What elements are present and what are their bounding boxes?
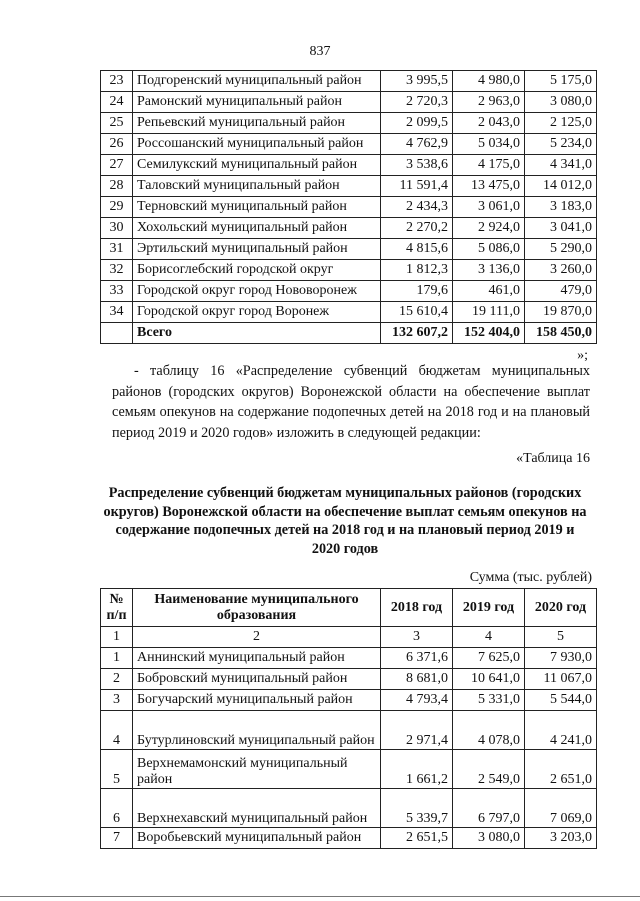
table-cell: 24	[101, 92, 133, 113]
table-cell: 3 061,0	[453, 197, 525, 218]
table-cell: 2 924,0	[453, 218, 525, 239]
col-number-3: 3	[381, 627, 453, 648]
amendment-paragraph: - таблицу 16 «Распределение субвенций бюджетам муниципальных районов (городских округов) Воронежской области на обеспечение выплат семьям опекунов на содержание подопечных детей на 2018 год и на плановый период 2019 и 2020 годов» изложить в следующей редакции:	[112, 363, 590, 441]
table-cell: 1 661,2	[381, 750, 453, 789]
table-cell: 4	[101, 711, 133, 750]
table-cell: Верхнехавский муниципальный район	[133, 789, 381, 828]
table-cell: Терновский муниципальный район	[133, 197, 381, 218]
table-row	[101, 711, 597, 750]
table-cell: 5 034,0	[453, 134, 525, 155]
table-cell: 2 270,2	[381, 218, 453, 239]
total-label: Всего	[133, 323, 381, 344]
table-cell: 31	[101, 239, 133, 260]
table-row	[101, 155, 597, 176]
table-cell: 5	[101, 750, 133, 789]
table-cell: 7	[101, 828, 133, 849]
col-number-2: 2	[133, 627, 381, 648]
table-cell: 5 339,7	[381, 789, 453, 828]
table-cell: 2 549,0	[453, 750, 525, 789]
table-row	[101, 92, 597, 113]
table-cell: 6 371,6	[381, 648, 453, 669]
header-2018: 2018 год	[381, 589, 453, 627]
table-row	[101, 648, 597, 669]
table-cell: 3 080,0	[525, 92, 597, 113]
table-cell: 1	[101, 648, 133, 669]
table-cell: 7 069,0	[525, 789, 597, 828]
table-cell: 3 203,0	[525, 828, 597, 849]
table-cell: 4 175,0	[453, 155, 525, 176]
table-cell: 5 234,0	[525, 134, 597, 155]
unit-label: Сумма (тыс. рублей)	[469, 570, 592, 585]
table-cell: 19 111,0	[453, 302, 525, 323]
col-number-5: 5	[525, 627, 597, 648]
table-cell: 2	[101, 669, 133, 690]
table-row	[101, 239, 597, 260]
table-label: «Таблица 16	[516, 451, 590, 466]
table-cell: 13 475,0	[453, 176, 525, 197]
table-cell: 7 930,0	[525, 648, 597, 669]
page-number: 837	[309, 44, 331, 59]
table-cell: 2 099,5	[381, 113, 453, 134]
table-cell: 4 762,9	[381, 134, 453, 155]
table-cell: 23	[101, 71, 133, 92]
table-row	[101, 113, 597, 134]
total-cell: 132 607,2	[381, 323, 453, 344]
table-cell: Борисоглебский городской округ	[133, 260, 381, 281]
table-cell: Богучарский муниципальный район	[133, 690, 381, 711]
table-row	[101, 690, 597, 711]
closing-quote: »;	[577, 348, 588, 363]
table-row	[101, 218, 597, 239]
table-cell: Городской округ город Воронеж	[133, 302, 381, 323]
table-cell: 2 651,5	[381, 828, 453, 849]
table-cell: 19 870,0	[525, 302, 597, 323]
table-cell: 27	[101, 155, 133, 176]
table-cell: 28	[101, 176, 133, 197]
table-cell: Подгоренский муниципальный район	[133, 71, 381, 92]
table-row	[101, 669, 597, 690]
table-cell: 4 078,0	[453, 711, 525, 750]
table-cell: 2 043,0	[453, 113, 525, 134]
table-cell: 2 125,0	[525, 113, 597, 134]
table-cell: Хохольский муниципальный район	[133, 218, 381, 239]
table-cell: 4 980,0	[453, 71, 525, 92]
table-row	[101, 750, 597, 789]
table-cell: Бутурлиновский муниципальный район	[133, 711, 381, 750]
table-16	[100, 588, 597, 849]
table-row	[101, 789, 597, 828]
table-cell: 8 681,0	[381, 669, 453, 690]
table-cell: Репьевский муниципальный район	[133, 113, 381, 134]
header-2020: 2020 год	[525, 589, 597, 627]
col-number-1: 1	[101, 627, 133, 648]
table-cell: Аннинский муниципальный район	[133, 648, 381, 669]
table-cell: 4 241,0	[525, 711, 597, 750]
table-cell: 3 538,6	[381, 155, 453, 176]
table-cell: 7 625,0	[453, 648, 525, 669]
header-2019: 2019 год	[453, 589, 525, 627]
table-cell: Верхнемамонский муниципальный район	[133, 750, 381, 789]
table-cell: 30	[101, 218, 133, 239]
table-cell: 5 331,0	[453, 690, 525, 711]
table-cell: 3 041,0	[525, 218, 597, 239]
table-row	[101, 134, 597, 155]
col-number-4: 4	[453, 627, 525, 648]
table-cell: 2 651,0	[525, 750, 597, 789]
table-cell: 11 591,4	[381, 176, 453, 197]
table-cell: 15 610,4	[381, 302, 453, 323]
table-cell: 10 641,0	[453, 669, 525, 690]
table-cell: 2 963,0	[453, 92, 525, 113]
table-cell: Воробьевский муниципальный район	[133, 828, 381, 849]
table-cell: 11 067,0	[525, 669, 597, 690]
table-cell: 3 260,0	[525, 260, 597, 281]
table-cell: 33	[101, 281, 133, 302]
header-number: № п/п	[101, 589, 133, 627]
table-continued	[100, 70, 597, 344]
table-row	[101, 302, 597, 323]
table-cell: 4 815,6	[381, 239, 453, 260]
table-cell: Россошанский муниципальный район	[133, 134, 381, 155]
table-cell: 5 544,0	[525, 690, 597, 711]
table-cell: Семилукский муниципальный район	[133, 155, 381, 176]
table-cell: 2 434,3	[381, 197, 453, 218]
table-cell: 3 183,0	[525, 197, 597, 218]
total-row	[101, 323, 597, 344]
table-cell: 14 012,0	[525, 176, 597, 197]
table-cell: 1 812,3	[381, 260, 453, 281]
table-cell: 461,0	[453, 281, 525, 302]
table-cell: 3 080,0	[453, 828, 525, 849]
table-cell: 25	[101, 113, 133, 134]
table-cell: 3	[101, 690, 133, 711]
table-cell: 479,0	[525, 281, 597, 302]
table-cell: 4 341,0	[525, 155, 597, 176]
header-name: Наименование муниципального образования	[133, 589, 381, 627]
table-cell: 5 175,0	[525, 71, 597, 92]
table-cell: 4 793,4	[381, 690, 453, 711]
table-cell: 2 720,3	[381, 92, 453, 113]
page-bottom-edge	[0, 896, 640, 897]
table-cell: 179,6	[381, 281, 453, 302]
table-title: Распределение субвенций бюджетам муниципальных районов (городских округов) Воронежской области на обеспечение выплат семьям опекунов на содержание подопечных детей на 2018 год и на плановый период 2019 и 2020 годов	[103, 485, 587, 557]
table-cell: 26	[101, 134, 133, 155]
table-row	[101, 71, 597, 92]
table-cell: 34	[101, 302, 133, 323]
table-cell: 3 995,5	[381, 71, 453, 92]
table-row	[101, 281, 597, 302]
total-cell: 158 450,0	[525, 323, 597, 344]
table-cell: 5 086,0	[453, 239, 525, 260]
total-cell: 152 404,0	[453, 323, 525, 344]
table-row	[101, 260, 597, 281]
table-cell: 3 136,0	[453, 260, 525, 281]
table-cell: Бобровский муниципальный район	[133, 669, 381, 690]
table-cell: Таловский муниципальный район	[133, 176, 381, 197]
table-cell: Городской округ город Нововоронеж	[133, 281, 381, 302]
table-cell: 6 797,0	[453, 789, 525, 828]
total-cell	[101, 323, 133, 344]
table-row	[101, 197, 597, 218]
table-cell: 32	[101, 260, 133, 281]
table-cell: Эртильский муниципальный район	[133, 239, 381, 260]
table-row	[101, 828, 597, 849]
table-row	[101, 176, 597, 197]
table-cell: 2 971,4	[381, 711, 453, 750]
table-cell: 6	[101, 789, 133, 828]
table-cell: 5 290,0	[525, 239, 597, 260]
table-cell: Рамонский муниципальный район	[133, 92, 381, 113]
table-cell: 29	[101, 197, 133, 218]
